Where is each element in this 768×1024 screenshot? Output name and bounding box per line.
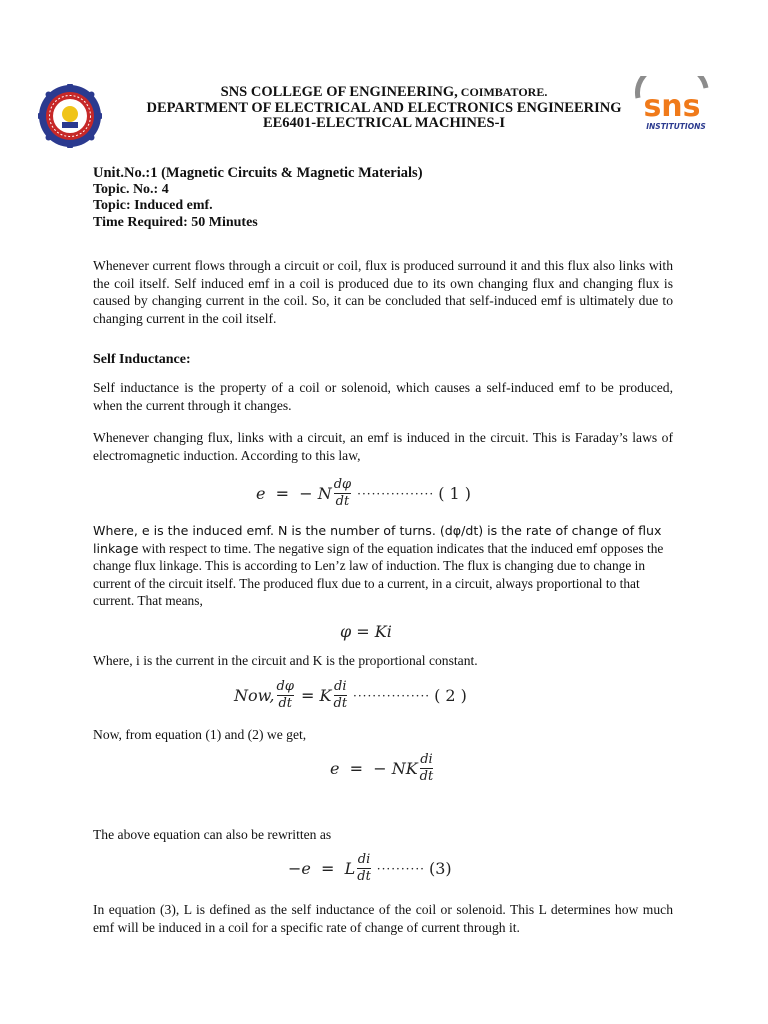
unit-line: Unit.No.:1 (Magnetic Circuits & Magnetic Materials) [93,165,423,181]
where-e-paragraph: Where, e is the induced emf. N is the number of turns. (dφ/dt) is the rate of change of flux linkage with respect to time. The negative sign of the equation indicates that the induced emf opposes the change flux linkage. This is according to Len’z law of induction. The flux is changing due to change in current of the circuit itself. The produced flux due to a current, in a circuit, always proportional to that current. That means, [93,523,664,608]
conclusion-paragraph: In equation (3), L is defined as the self inductance of the coil or solenoid. This L determines how much emf will be induced in a coil for a specific rate of change of current through it. [93,902,673,935]
svg-text:sns: sns [643,89,701,124]
topic-title: Topic: Induced emf. [93,198,213,213]
equation-phi: φ = Ki [340,622,392,641]
equation-3: −e = L $\frac{di}{dt}$ ·········· (3) [288,852,452,884]
topic-details [93,165,423,231]
rewritten-paragraph: The above equation can also be rewritten as [93,827,332,842]
document-header [0,85,768,132]
intro-paragraph: Whenever current flows through a circuit or coil, flux is produced surround it and this flux also links with the coil itself. Self induced emf in a coil is produced due to its own changing flux and changing flux is caused by changing current in the coil. So, it can be concluded that self-induced emf is ultimately due to changing current in the coil itself. [93,258,673,326]
equation-2: Now, $\frac{d\varphi}{dt}$ = K $\frac{di}{dt}$ ················ ( 2 ) [234,679,467,711]
self-inductance-heading: Self Inductance: [93,352,191,367]
time-required: Time Required: 50 Minutes [93,214,258,230]
college-name: SNS COLLEGE OF ENGINEERING, COIMBATORE. [220,84,548,100]
equation-e-nk: e = − NK $\frac{di}{dt}$ [330,752,434,784]
svg-text:INSTITUTIONS: INSTITUTIONS [646,122,706,131]
equation-1: e = − N $\frac{d\varphi}{dt}$ ················ ( 1 ) [256,477,472,509]
from-equation-paragraph: Now, from equation (1) and (2) we get, [93,727,307,742]
where-i-paragraph: Where, i is the current in the circuit and K is the proportional constant. [93,653,478,668]
course-code: EE6401-ELECTRICAL MACHINES-I [262,115,506,131]
faraday-paragraph: Whenever changing flux, links with a circuit, an emf is induced in the circuit. This is Faraday’s laws of electromagnetic induction. According to this law, [93,430,673,463]
definition-paragraph: Self inductance is the property of a coil or solenoid, which causes a self-induced emf to be produced, when the current through it changes. [93,380,673,413]
topic-number: Topic. No.: 4 [93,181,169,197]
department-name: DEPARTMENT OF ELECTRICAL AND ELECTRONICS ENGINEERING [146,99,622,116]
